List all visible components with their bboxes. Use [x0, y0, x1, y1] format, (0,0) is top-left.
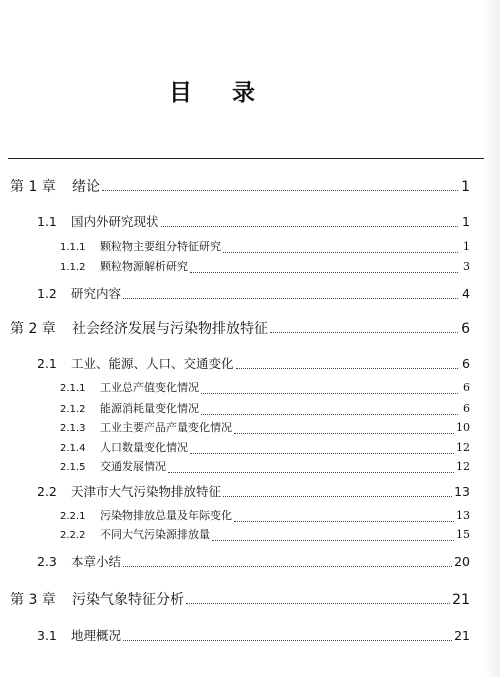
- toc-title: 工业总产值变化情况: [100, 381, 199, 394]
- toc-title: 国内外研究现状: [71, 214, 159, 229]
- toc-page: 21: [452, 592, 470, 608]
- toc-entry-1-1[interactable]: [0, 212, 470, 232]
- toc-page: 6: [463, 402, 470, 415]
- toc-leader: [223, 495, 452, 497]
- toc-title: 颗粒物主要组分特征研究: [100, 240, 221, 253]
- toc-leader: [270, 331, 458, 333]
- toc-leader: [123, 565, 452, 567]
- toc-title: 工业、能源、人口、交通变化: [71, 356, 234, 371]
- toc-page: 12: [456, 460, 470, 473]
- toc-entry-1-1-1[interactable]: [0, 238, 470, 258]
- toc-entry-chapter-2[interactable]: [0, 318, 470, 338]
- toc-title: 污染气象特征分析: [72, 592, 184, 608]
- toc-number: 2.2.2: [60, 530, 86, 541]
- toc-leader: [234, 432, 454, 434]
- toc-number: 2.1.5: [60, 462, 86, 473]
- toc-number: 2.1: [37, 356, 57, 371]
- toc-entry-2-1-5[interactable]: [0, 458, 470, 478]
- toc-page: 1: [461, 179, 470, 195]
- toc-title: 颗粒物源解析研究: [100, 260, 188, 273]
- toc-page: 12: [456, 441, 470, 454]
- toc-page: 6: [463, 381, 470, 394]
- toc-leader: [123, 297, 458, 299]
- toc-title: 交通发展情况: [100, 460, 166, 473]
- toc-page: 4: [462, 286, 470, 301]
- toc-title: 不同大气污染源排放量: [100, 528, 210, 541]
- toc-entry-2-1-3[interactable]: [0, 419, 470, 439]
- toc-number: 1.2: [37, 286, 57, 301]
- toc-title: 能源消耗量变化情况: [100, 402, 199, 415]
- toc-leader: [223, 251, 458, 253]
- title-rule: [8, 158, 484, 159]
- toc-leader: [186, 602, 450, 604]
- toc-number: 第 2 章: [10, 321, 56, 337]
- toc-page: 1: [463, 240, 470, 253]
- toc-number: 1.1.2: [60, 262, 86, 273]
- toc-entry-2-2-1[interactable]: [0, 507, 470, 527]
- toc-leader: [102, 189, 458, 191]
- toc-page: 10: [456, 421, 470, 434]
- toc-page: 21: [454, 628, 470, 643]
- toc-entry-2-1-1[interactable]: [0, 379, 470, 399]
- toc-page: 1: [462, 214, 470, 229]
- toc-number: 2.1.3: [60, 423, 86, 434]
- toc-leader: [212, 539, 454, 541]
- toc-entry-2-1[interactable]: [0, 354, 470, 374]
- toc-title: 绪论: [72, 179, 100, 195]
- toc-title: 人口数量变化情况: [100, 441, 188, 454]
- toc-number: 2.2: [37, 484, 57, 499]
- toc-number: 2.1.4: [60, 443, 86, 454]
- toc-page: 13: [454, 484, 470, 499]
- toc-leader: [201, 392, 458, 394]
- toc-leader: [123, 639, 452, 641]
- toc-leader: [190, 271, 458, 273]
- toc-leader: [168, 471, 454, 473]
- toc-number: 2.2.1: [60, 511, 86, 522]
- toc-entry-chapter-1[interactable]: [0, 176, 470, 196]
- toc-title: 研究内容: [71, 286, 122, 301]
- toc-page: 13: [456, 509, 470, 522]
- toc-entry-2-1-2[interactable]: [0, 400, 470, 420]
- toc-entry-2-2[interactable]: [0, 482, 470, 502]
- toc-entry-2-1-4[interactable]: [0, 439, 470, 459]
- toc-entry-1-2[interactable]: [0, 284, 470, 304]
- toc-title: 天津市大气污染物排放特征: [71, 484, 222, 499]
- toc-leader: [234, 520, 454, 522]
- toc-entry-2-3[interactable]: [0, 552, 470, 572]
- page-title: 目 录: [168, 80, 271, 106]
- toc-number: 第 1 章: [10, 179, 56, 195]
- toc-leader: [236, 367, 458, 369]
- toc-title: 工业主要产品产量变化情况: [100, 421, 232, 434]
- toc-page: 3: [463, 260, 470, 273]
- toc-page: 20: [454, 554, 470, 569]
- toc-title: 本章小结: [71, 554, 122, 569]
- toc-number: 3.1: [37, 628, 57, 643]
- toc-entry-1-1-2[interactable]: [0, 258, 470, 278]
- toc-leader: [201, 413, 458, 415]
- toc-leader: [190, 452, 454, 454]
- toc-number: 第 3 章: [10, 592, 56, 608]
- toc-number: 1.1: [37, 214, 57, 229]
- toc-entry-chapter-3[interactable]: [0, 589, 470, 609]
- toc-title: 地理概况: [71, 628, 122, 643]
- toc-number: 1.1.1: [60, 242, 86, 253]
- toc-entry-2-2-2[interactable]: [0, 526, 470, 546]
- toc-entry-3-1[interactable]: [0, 626, 470, 646]
- toc-title: 污染物排放总量及年际变化: [100, 509, 232, 522]
- toc-page: 6: [462, 356, 470, 371]
- toc-number: 2.3: [37, 554, 57, 569]
- toc-number: 2.1.2: [60, 404, 86, 415]
- toc-leader: [161, 225, 458, 227]
- toc-title: 社会经济发展与污染物排放特征: [72, 321, 268, 337]
- toc-page: 6: [461, 321, 470, 337]
- toc-page: 15: [456, 528, 470, 541]
- toc-number: 2.1.1: [60, 383, 86, 394]
